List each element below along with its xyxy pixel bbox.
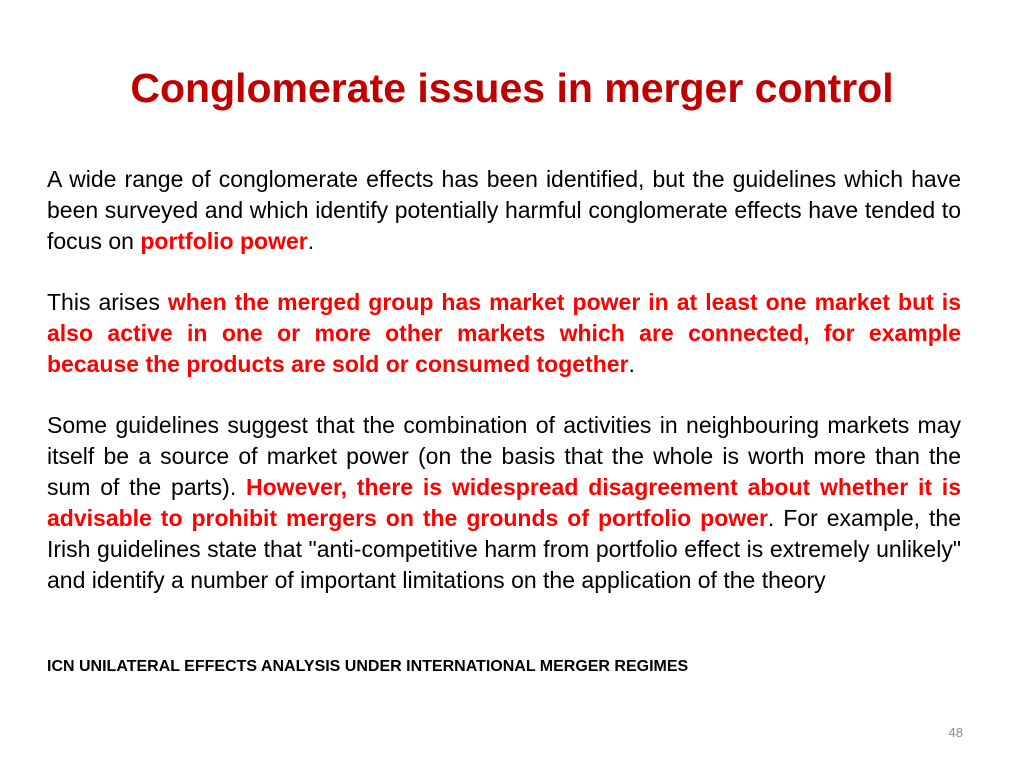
paragraph-3-text-end: . For example, the Irish guidelines state that "anti-competitive harm from portfolio effect is extremely unlikely" and identify a number of important limitations on the application of the theory xyxy=(47,505,961,593)
paragraph-1-text-end: . xyxy=(307,228,315,254)
paragraph-2-text-start: This arises xyxy=(47,289,168,315)
slide-body xyxy=(47,164,961,626)
slide-title: Conglomerate issues in merger control xyxy=(130,65,894,111)
paragraph-guidelines xyxy=(47,410,961,596)
paragraph-market-power xyxy=(47,287,961,380)
paragraph-portfolio-power xyxy=(47,164,961,257)
paragraph-2-highlight: when the merged group has market power in at least one market but is also active in one or more other markets which are connected, for example because the products are sold or consumed together xyxy=(47,289,961,377)
source-citation: ICN UNILATERAL EFFECTS ANALYSIS UNDER INTERNATIONAL MERGER REGIMES xyxy=(47,658,689,675)
paragraph-3-text-start: Some guidelines suggest that the combination of activities in neighbouring markets may itself be a source of market power (on the basis that the whole is worth more than the sum of the parts). xyxy=(47,412,961,500)
paragraph-2-text-end: . xyxy=(628,351,635,377)
paragraph-1-text-start: A wide range of conglomerate effects has been identified, but the guidelines which have been surveyed and which identify potentially harmful conglomerate effects have tended to focus on xyxy=(47,166,961,254)
page-number: 48 xyxy=(948,725,963,740)
paragraph-1-highlight: portfolio power xyxy=(140,228,308,254)
paragraph-3-highlight: However, there is widespread disagreement about whether it is advisable to prohibit mergers on the grounds of portfolio power xyxy=(47,474,961,531)
